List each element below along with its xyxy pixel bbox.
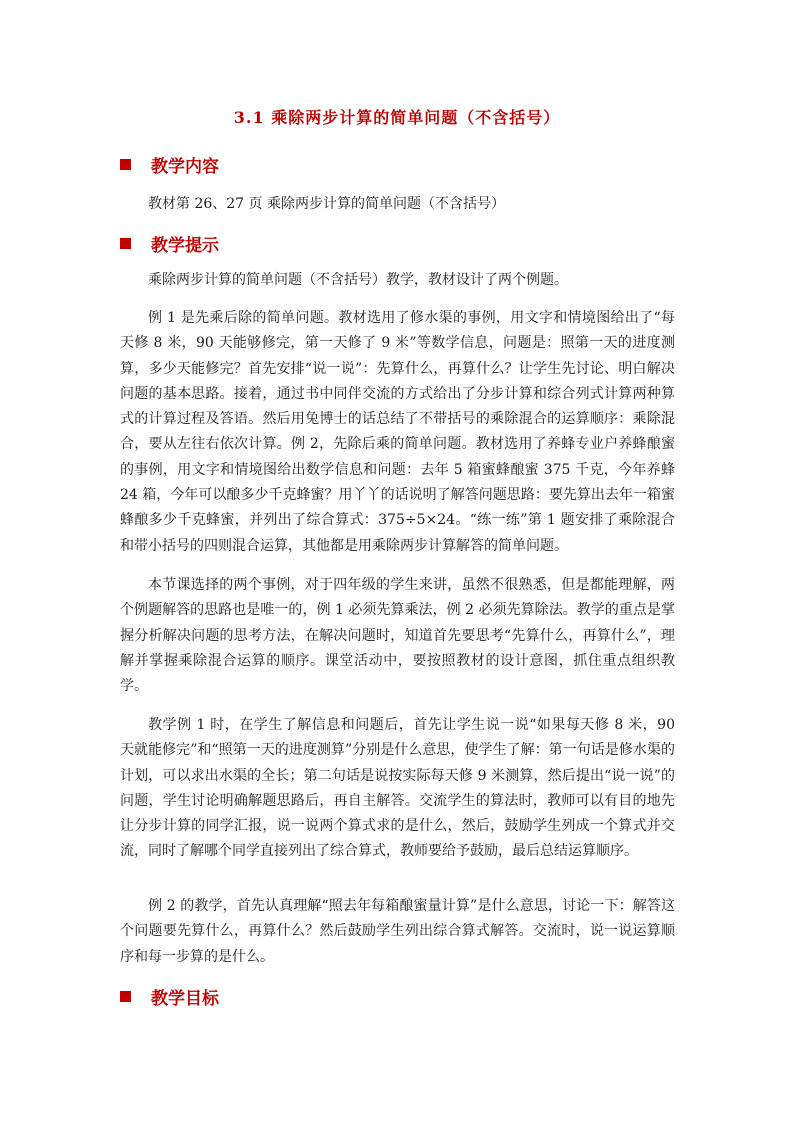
square-bullet-icon: [120, 159, 131, 170]
square-bullet-icon: [120, 238, 131, 249]
paragraph: 本节课选择的两个事例，对于四年级的学生来讲，虽然不很熟悉，但是都能理解，两个例题解答的思路也是唯一的，例 1 必须先算乘法，例 2 必须先算除法。教学的重点是掌握分析解决问题的思考方法，在解决问题时，知道首先要思考“先算什么，再算什么”，理解并掌握乘除混合运算的顺序。课堂活动中，要按照教材的设计意图，抓住重点组织教学。: [120, 577, 675, 695]
paragraph: 例 2 的教学，首先认真理解“照去年每箱酿蜜量计算”是什么意思，讨论一下：解答这个问题要先算什么，再算什么？然后鼓励学生列出综合算式解答。交流时，说一说运算顺序和每一步算的是什么。: [120, 898, 675, 965]
paragraph: 乘除两步计算的简单问题（不含括号）教学，教材设计了两个例题。: [148, 272, 568, 288]
paragraph: 教学例 1 时，在学生了解信息和问题后，首先让学生说一说“如果每天修 8 米，90 天就能修完”和“照第一天的进度测算”分别是什么意思，使学生了解：第一句话是修水渠的计划，可以求出水渠的全长；第二句话是说按实际每天修 9 米测算，然后提出“说一说”的问题，学生讨论明确解题思路后，再自主解答。交流学生的算法时，教师可以有目的地先让分步计算的同学汇报，说一说两个算式求的是什么，然后，鼓励学生列成一个算式并交流，同时了解哪个同学直接列出了综合算式，教师要给予鼓励，最后总结运算顺序。: [120, 717, 675, 860]
square-bullet-icon: [120, 991, 131, 1002]
paragraph: 例 1 是先乘后除的简单问题。教材选用了修水渠的事例，用文字和情境图给出了“每天修 8 米，90 天能够修完，第一天修了 9 米”等数学信息，问题是：照第一天的进度测算，多少天能修完？首先安排“说一说”：先算什么，再算什么？让学生先讨论、明白解决问题的基本思路。接着，通过书中同伴交流的方式给出了分步计算和综合列式计算两种算式的计算过程及答语。然后用兔博士的话总结了不带括号的乘除混合的运算顺序：乘除混合，要从左往右依次计算。例 2，先除后乘的简单问题。教材选用了养蜂专业户养蜂酿蜜的事例，用文字和情境图给出数学信息和问题：去年 5 箱蜜蜂酿蜜 375 千克，今年养蜂 24 箱，今年可以酿多少千克蜂蜜？用丫丫的话说明了解答问题思路：要先算出去年一箱蜜蜂酿多少千克蜂蜜，并列出了综合算式：375÷5×24。“练一练”第 1 题安排了乘除混合和带小括号的四则混合运算，其他都是用乘除两步计算解答的简单问题。: [120, 310, 675, 554]
section-heading-objectives: [120, 984, 219, 1009]
section-heading-content: [120, 152, 219, 177]
section-heading-label: 教学目标: [151, 989, 219, 1009]
paragraph: 教材第 26、27 页 乘除两步计算的简单问题（不含括号）: [148, 196, 505, 212]
section-heading-tips: [120, 231, 219, 256]
section-heading-label: 教学内容: [151, 157, 219, 177]
page-title: 3.1 乘除两步计算的简单问题（不含括号）: [233, 108, 561, 127]
section-heading-label: 教学提示: [151, 236, 219, 256]
